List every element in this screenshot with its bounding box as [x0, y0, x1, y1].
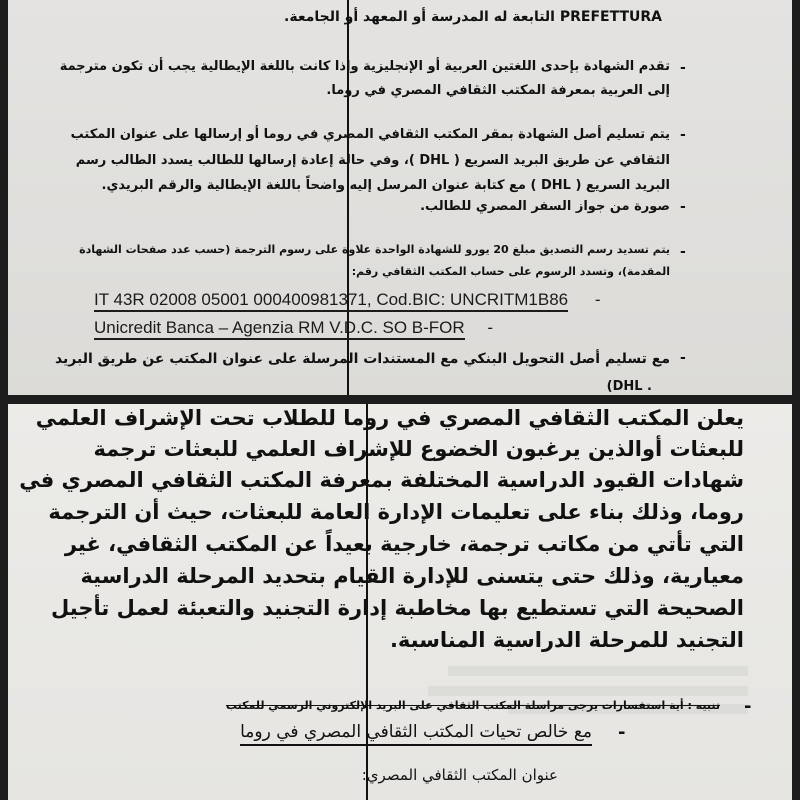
passport-line: صورة من جواز السفر المصري للطالب.	[420, 199, 670, 214]
bleed-through-text	[448, 666, 748, 676]
bullet-dash: -	[487, 318, 494, 337]
body-line-5: التي تأتي من مكاتب ترجمة، خارجية بعيداً عن المكتب الثقافي، غير	[64, 532, 744, 556]
body-line-1: يعلن المكتب الثقافي المصري في روما للطلاب تحت الإشراف العلمي	[35, 406, 744, 430]
bleed-through-text	[428, 686, 748, 696]
address-heading: عنوان المكتب الثقافي المصري:	[361, 766, 558, 784]
fee-line-2: المقدمة)، وتسدد الرسوم على حساب المكتب الثقافي رقم:	[351, 265, 670, 278]
delivery-line-2: الثقافي عن طريق البريد السريع ( DHL )، وفي حالة إعادة إرسالها للطالب يسدد الطالب رسم	[75, 153, 670, 168]
bullet-dash: -	[594, 290, 601, 309]
bullet-dash: -	[618, 722, 626, 743]
iban-text: IT 43R 02008 05001 000400981371, Cod.BIC: UNCRITM1B86	[94, 290, 568, 312]
certificate-language-line-2: إلى العربية بمعرفة المكتب الثقافي المصري في روما.	[326, 83, 670, 98]
delivery-line-1: يتم تسليم أصل الشهادة بمقر المكتب الثقافي المصري في روما أو إرسالها على عنوان المكتب	[70, 127, 670, 142]
certificate-language-line-1: تقدم الشهادة بإحدى اللغتين العربية أو الإنجليزية وإذا كانت باللغة الإيطالية يجب أن تكون مترجمة	[59, 59, 670, 74]
top-document-photo	[8, 0, 792, 395]
bullet-dash: -	[680, 127, 686, 143]
bullet-dash: -	[680, 244, 686, 260]
body-line-7: الصحيحة التي تستطيع بها مخاطبة إدارة التجنيد والتعبئة لعمل تأجيل	[51, 596, 744, 620]
body-line-8: التجنيد للمرحلة الدراسية المناسبة.	[389, 628, 744, 652]
closing-line: مع خالص تحيات المكتب الثقافي المصري في روما	[240, 724, 592, 746]
delivery-line-3: البريد السريع ( DHL ) مع كتابة عنوان المرسل إليه واضحاً باللغة الإيطالية والرقم البريدي.	[101, 178, 670, 193]
bullet-dash: -	[680, 350, 686, 366]
bullet-dash: -	[744, 696, 752, 717]
fee-line-1: يتم تسديد رسم التصديق مبلغ 20 يورو للشهادة الواحدة علاوة على رسوم الترجمة (حسب عدد صفحات الشهادة	[79, 243, 670, 256]
body-line-4: روما، وذلك بناء على تعليمات الإدارة العامة للبعثات، حيث أن الترجمة	[48, 500, 744, 524]
bank-line	[94, 318, 493, 338]
prefettura-line: PREFETTURA التابعة له المدرسة أو المعهد أو الجامعة.	[284, 9, 662, 25]
notice-line: تنبيه : أية استفسارات يرجى مراسلة المكتب الثقافي على البريد الإلكتروني الرسمي للمكتب	[225, 699, 720, 712]
dhl-tail: (DHL .	[606, 379, 652, 394]
bank-transfer-line: مع تسليم أصل التحويل البنكي مع المستندات المرسلة على عنوان المكتب عن طريق البريد	[54, 351, 670, 367]
bank-text: Unicredit Banca – Agenzia RM V.D.C. SO B-FOR	[94, 318, 465, 340]
bullet-dash: -	[680, 60, 686, 76]
body-line-6: معيارية، وذلك حتى يتسنى للإدارة القيام بتحديد المرحلة الدراسية	[80, 564, 744, 588]
body-line-2: للبعثات أوالذين يرغبون الخضوع للإشراف العلمي للبعثات ترجمة	[93, 437, 744, 461]
bottom-document-photo	[8, 404, 792, 800]
iban-line	[94, 290, 601, 310]
body-line-3: شهادات القيود الدراسية المختلفة بمعرفة المكتب الثقافي المصري في	[19, 468, 744, 492]
bullet-dash: -	[680, 199, 686, 215]
